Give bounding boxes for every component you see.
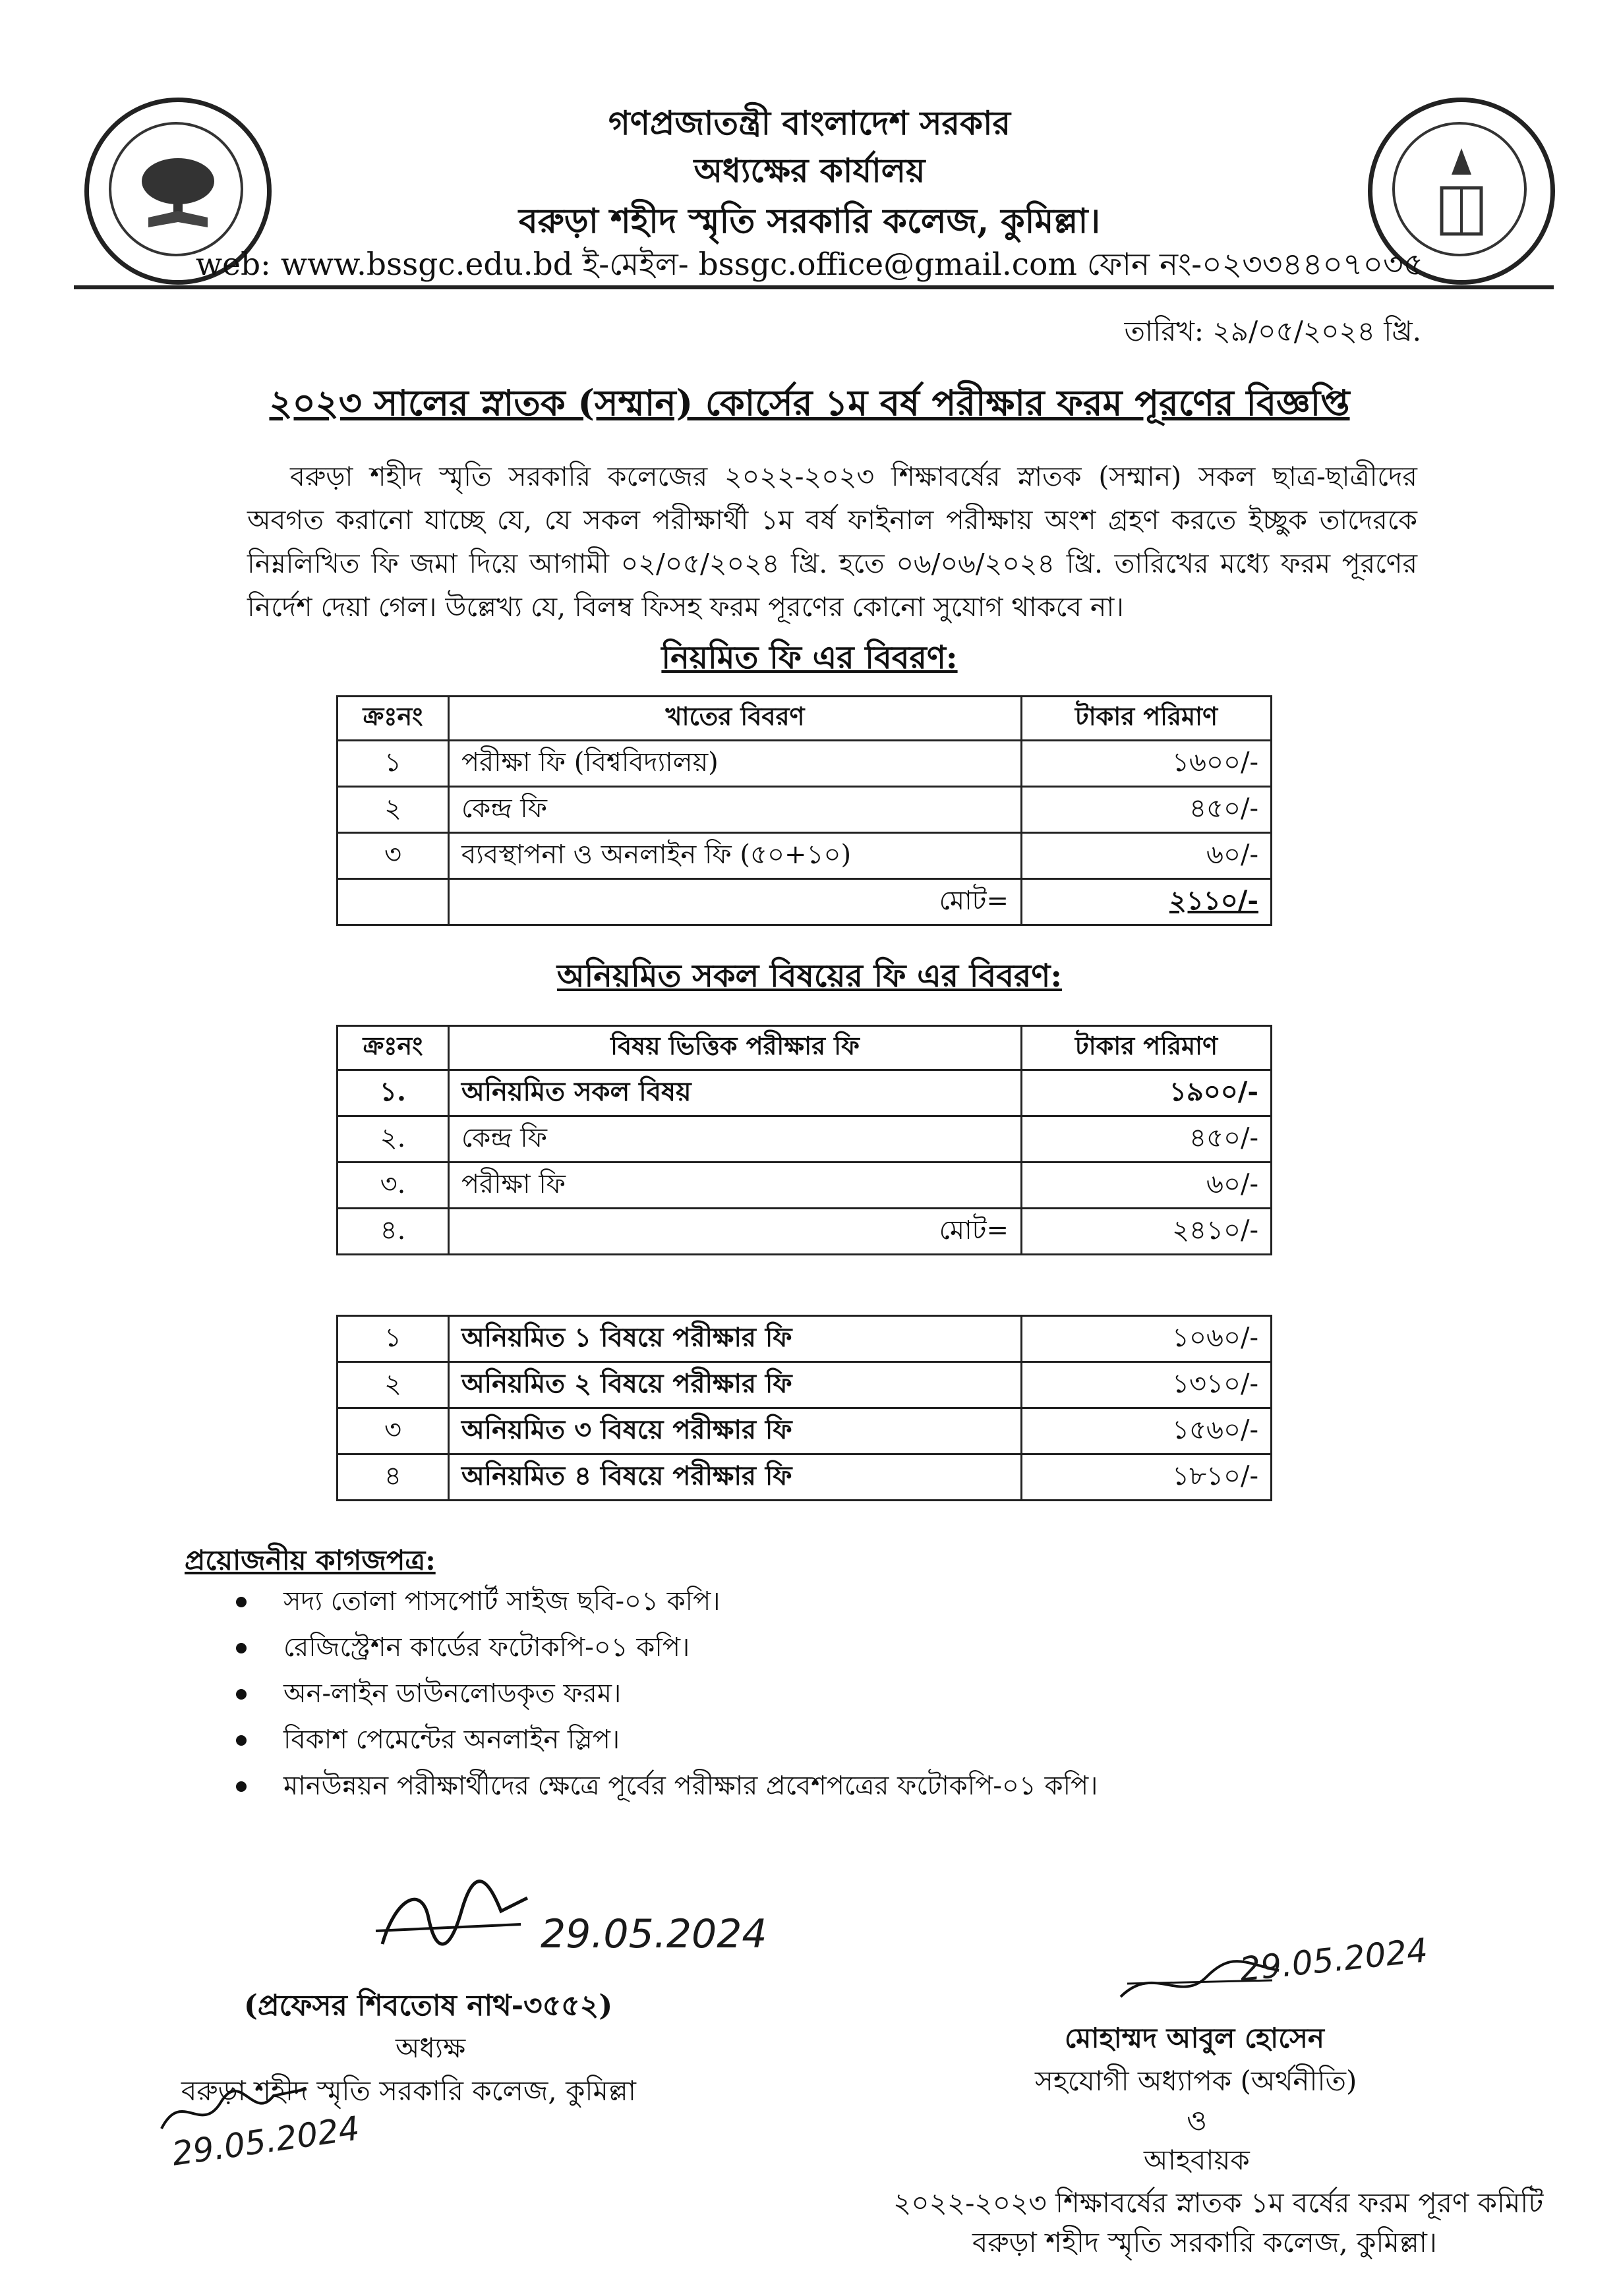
table-row: ১ পরীক্ষা ফি (বিশ্ববিদ্যালয়) ১৬০০/- — [338, 741, 1272, 787]
table-row: ২ কেন্দ্র ফি ৪৫০/- — [338, 787, 1272, 833]
convener-designation: সহযোগী অধ্যাপক (অর্থনীতি) — [1035, 2065, 1357, 2097]
list-item: সদ্য তোলা পাসপোর্ট সাইজ ছবি-০১ কপি। — [224, 1578, 1098, 1624]
header-rule — [74, 285, 1554, 289]
principal-signature-date: 29.05.2024 — [541, 1911, 767, 1957]
conjunction-text: ও — [1187, 2104, 1207, 2137]
notice-title: ২০২৩ সালের স্নাতক (সম্মান) কোর্সের ১ম বর্ষ পরীক্ষার ফরম পূরণের বিজ্ঞপ্তি — [269, 382, 1350, 424]
bullet-icon — [236, 1735, 247, 1746]
notice-date: তারিখ: ২৯/০৫/২০২৪ খ্রি. — [1124, 315, 1421, 347]
convener-institution: বরুড়া শহীদ স্মৃতি সরকারি কলেজ, কুমিল্লা। — [972, 2226, 1437, 2258]
table-row: ১ অনিয়মিত ১ বিষয়ে পরীক্ষার ফি ১০৬০/- — [338, 1316, 1272, 1362]
total-amount: ২৪১০/- — [1022, 1209, 1272, 1255]
table-row: ৩ অনিয়মিত ৩ বিষয়ে পরীক্ষার ফি ১৫৬০/- — [338, 1408, 1272, 1454]
bullet-icon — [236, 1643, 247, 1653]
table-header-row — [338, 697, 1272, 741]
regular-fee-table — [336, 695, 1272, 926]
total-amount: ২১১০/- — [1022, 879, 1272, 925]
convener-name: মোহাম্মদ আবুল হোসেন — [1065, 2022, 1324, 2054]
table-row: ১. অনিয়মিত সকল বিষয় ১৯০০/- — [338, 1070, 1272, 1116]
bullet-icon — [236, 1597, 247, 1607]
col-amount: টাকার পরিমাণ — [1022, 697, 1272, 741]
bullet-icon — [236, 1781, 247, 1792]
committee-name: ২০২২-২০২৩ শিক্ষাবর্ষের স্নাতক ১ম বর্ষের ফরম পূরণ কমিটি — [893, 2187, 1544, 2219]
contact-line: web: www.bssgc.edu.bd ই-মেইল- bssgc.office@gmail.com ফোন নং-০২৩৩৪৪০৭০৩৫ — [195, 246, 1424, 283]
convener-role: আহবায়ক — [1144, 2144, 1250, 2176]
principal-designation: অধ্যক্ষ — [396, 2032, 466, 2064]
col-amount: টাকার পরিমাণ — [1022, 1026, 1272, 1070]
table-row: ২ অনিয়মিত ২ বিষয়ে পরীক্ষার ফি ১৩১০/- — [338, 1362, 1272, 1408]
total-label: মোট= — [449, 1209, 1022, 1255]
government-name: গণপ্রজাতন্ত্রী বাংলাদেশ সরকার — [608, 103, 1011, 142]
documents-list — [224, 1578, 1098, 1809]
total-row — [338, 879, 1272, 925]
table-row: ২. কেন্দ্র ফি ৪৫০/- — [338, 1116, 1272, 1162]
col-description: বিষয় ভিত্তিক পরীক্ষার ফি — [449, 1026, 1022, 1070]
notice-paragraph: বরুড়া শহীদ স্মৃতি সরকারি কলেজের ২০২২-২০২৩ শিক্ষাবর্ষের স্নাতক (সম্মান) সকল ছাত্র-ছাত্রীদের অবগত করানো যাচ্ছে যে, যে সকল পরীক্ষার্থী ১ম বর্ষ ফাইনাল পরীক্ষায় অংশ গ্রহণ করতে ইচ্ছুক তাদেরকে নিম্নলিখিত ফি জমা দিয়ে আগামী ০২/০৫/২০২৪ খ্রি. হতে ০৬/০৬/২০২৪ খ্রি. তারিখের মধ্যে ফরম পূরণের নির্দেশ দেয়া গেল। উল্লেখ্য যে, বিলম্ব ফিসহ ফরম পূরণের কোনো সুযোগ থাকবে না। — [247, 461, 1417, 623]
table-header-row — [338, 1026, 1272, 1070]
table-row: ৪ অনিয়মিত ৪ বিষয়ে পরীক্ষার ফি ১৮১০/- — [338, 1454, 1272, 1501]
table-row: ৩. পরীক্ষা ফি ৬০/- — [338, 1162, 1272, 1209]
table-row: ৩ ব্যবস্থাপনা ও অনলাইন ফি (৫০+১০) ৬০/- — [338, 833, 1272, 879]
irregular-fee-table — [336, 1025, 1272, 1255]
list-item: বিকাশ পেমেন্টের অনলাইন স্লিপ। — [224, 1717, 1098, 1763]
convener-signature-date: 29.05.2024 — [1237, 1931, 1430, 1989]
regular-fee-heading: নিয়মিত ফি এর বিবরণ: — [661, 639, 958, 676]
list-item: মানউন্নয়ন পরীক্ষার্থীদের ক্ষেত্রে পূর্বের পরীক্ষার প্রবেশপত্রের ফটোকপি-০১ কপি। — [224, 1763, 1098, 1809]
col-description: খাতের বিবরণ — [449, 697, 1022, 741]
irregular-fee-heading: অনিয়মিত সকল বিষয়ের ফি এর বিবরণ: — [556, 958, 1063, 994]
list-item: রেজিস্ট্রেশন কার্ডের ফটোকপি-০১ কপি। — [224, 1624, 1098, 1671]
office-name: অধ্যক্ষের কার্যালয় — [693, 151, 926, 190]
col-serial: ক্রঃনং — [338, 1026, 449, 1070]
principal-signature — [369, 1872, 541, 1970]
total-row: ৪. মোট= ২৪১০/- — [338, 1209, 1272, 1255]
subject-fee-table — [336, 1315, 1272, 1501]
initial-date: 29.05.2024 — [169, 2109, 362, 2173]
bullet-icon — [236, 1689, 247, 1700]
total-label: মোট= — [449, 879, 1022, 925]
documents-heading: প্রয়োজনীয় কাগজপত্র: — [185, 1544, 436, 1576]
principal-institution: বরুড়া শহীদ স্মৃতি সরকারি কলেজ, কুমিল্লা — [181, 2075, 636, 2107]
college-name: বরুড়া শহীদ স্মৃতি সরকারি কলেজ, কুমিল্লা। — [518, 201, 1101, 241]
list-item: অন-লাইন ডাউনলোডকৃত ফরম। — [224, 1671, 1098, 1717]
col-serial: ক্রঃনং — [338, 697, 449, 741]
principal-name: (প্রফেসর শিবতোষ নাথ-৩৫৫২) — [244, 1989, 613, 2023]
